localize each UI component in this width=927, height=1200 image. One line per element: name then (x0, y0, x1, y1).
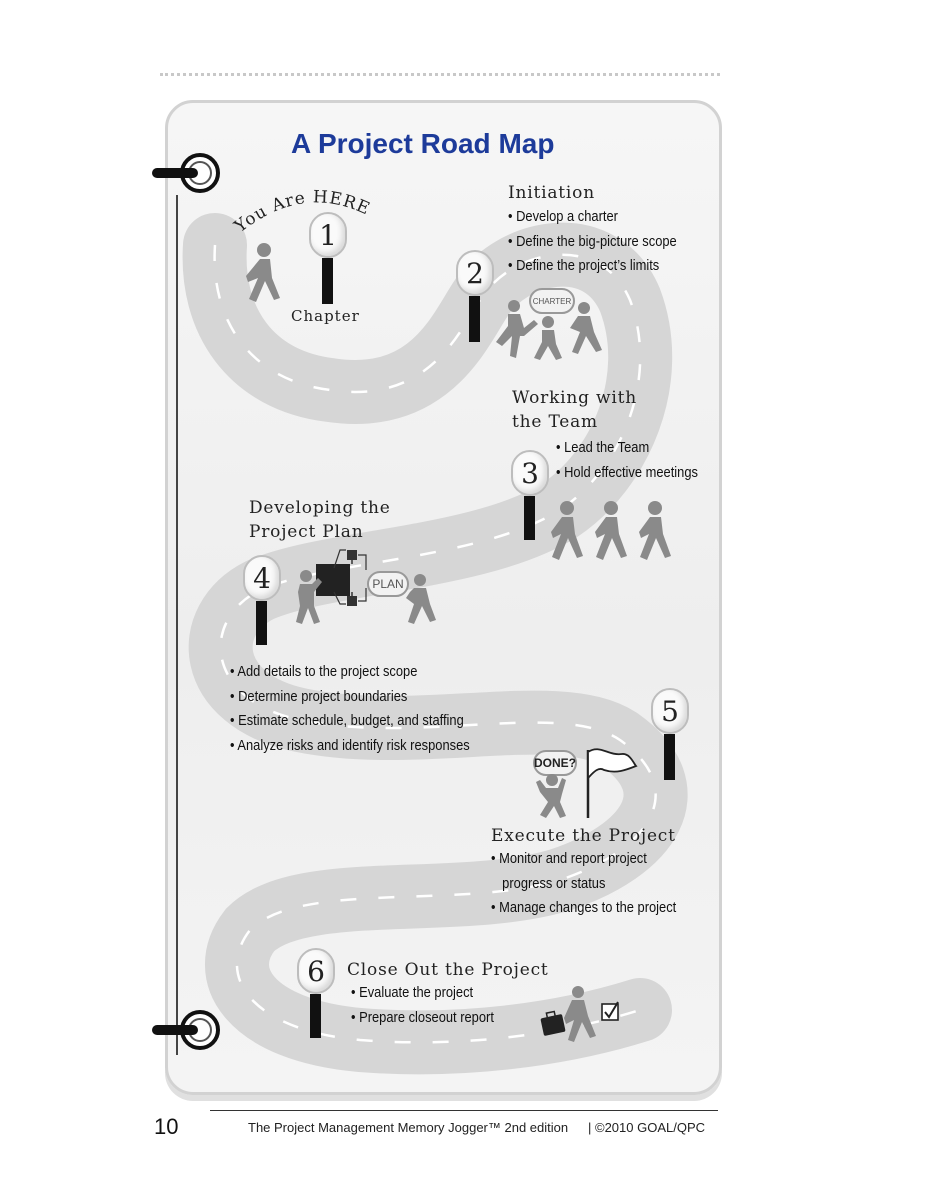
done-badge: DONE? (533, 750, 577, 776)
working-with-team-heading-line-1: Working with (512, 388, 638, 408)
stop-3-marker (511, 450, 549, 496)
binder-ring-bottom (150, 1005, 230, 1055)
stop-4-number: 4 (253, 561, 271, 595)
stop-3-number: 3 (521, 456, 539, 490)
plan-badge: PLAN (367, 571, 409, 597)
walking-person-icon (236, 242, 284, 306)
plan-bullet: • Determine project boundaries (230, 685, 470, 710)
developing-plan-heading-line-1: Developing the (249, 498, 391, 518)
planning-diagram-icon (284, 548, 444, 632)
close-out-bullet-list (351, 981, 517, 1030)
initiation-bullet-list (508, 205, 704, 279)
stop-6-marker (297, 948, 335, 994)
you-are-here-text: You Are HERE (231, 187, 374, 237)
charter-badge: CHARTER (529, 288, 575, 314)
page-number: 10 (154, 1114, 179, 1139)
working-with-team-heading-line-2: the Team (512, 412, 598, 432)
page-title: A Project Road Map (291, 128, 555, 159)
initiation-heading: Initiation (508, 183, 595, 203)
close-out-bullet: • Evaluate the project (351, 981, 494, 1006)
plan-bullet: • Add details to the project scope (230, 660, 470, 685)
plan-bullet-list (230, 660, 509, 758)
initiation-bullet: • Develop a charter (508, 205, 677, 230)
stop-4-post (256, 601, 267, 645)
binder-spine-line (176, 195, 178, 1055)
plan-bullet: • Analyze risks and identify risk responses (230, 734, 470, 759)
execute-bullet-list (491, 847, 706, 921)
stop-4-marker (243, 555, 281, 601)
footer-copyright: | ©2010 GOAL/QPC (588, 1120, 706, 1135)
svg-text:You Are HERE (230, 187, 373, 237)
team-bullet-list (556, 436, 721, 485)
stop-3-post (524, 496, 535, 540)
binder-ring-top (150, 148, 230, 198)
footer-book-title: The Project Management Memory Jogger™ 2nd edition (248, 1120, 569, 1135)
three-walking-people-icon (545, 500, 685, 564)
stop-5-post (664, 734, 675, 780)
stop-6-number: 6 (307, 954, 325, 988)
execute-bullet: • Manage changes to the project (491, 896, 676, 921)
you-are-here-label (232, 185, 382, 245)
stop-1-post (322, 258, 333, 304)
stop-1-marker (309, 212, 347, 258)
person-with-flag-icon (530, 740, 642, 820)
footer-rule (210, 1110, 718, 1111)
stop-5-number: 5 (661, 694, 679, 728)
initiation-bullet: • Define the big-picture scope (508, 230, 677, 255)
close-out-bullet: • Prepare closeout report (351, 1006, 494, 1031)
developing-plan-heading-line-2: Project Plan (249, 522, 364, 542)
stop-6-post (310, 994, 321, 1038)
stop-2-marker (456, 250, 494, 296)
stop-2-number: 2 (466, 256, 484, 290)
execute-bullet-continuation: progress or status (502, 874, 606, 892)
close-out-heading: Close Out the Project (347, 960, 549, 980)
team-bullet: • Lead the Team (556, 436, 698, 461)
initiation-bullet: • Define the project’s limits (508, 254, 677, 279)
chapter-label: Chapter (291, 307, 360, 325)
plan-bullet: • Estimate schedule, budget, and staffing (230, 709, 470, 734)
stop-2-post (469, 296, 480, 342)
person-with-briefcase-icon (540, 982, 630, 1052)
execute-heading: Execute the Project (491, 826, 676, 846)
stop-5-marker (651, 688, 689, 734)
team-carrying-charter-icon (490, 296, 610, 362)
execute-bullet: • Monitor and report project (491, 847, 676, 872)
stop-1-number: 1 (319, 218, 337, 252)
team-bullet: • Hold effective meetings (556, 461, 698, 486)
